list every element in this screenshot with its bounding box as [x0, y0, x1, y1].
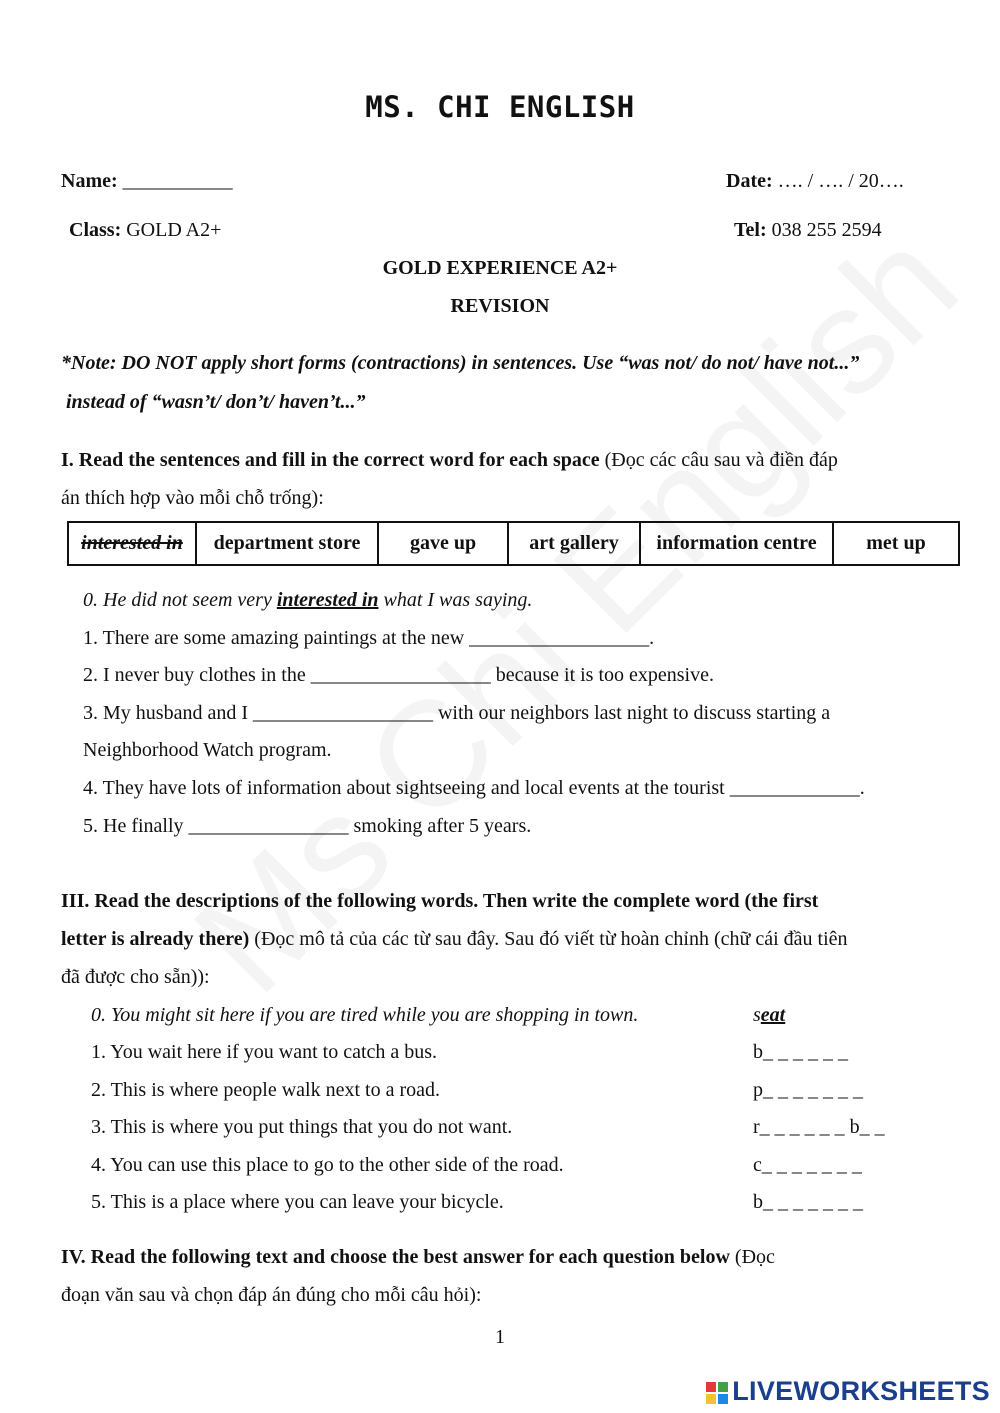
section4-heading-rest: (Đọc [729, 1246, 775, 1268]
section3-heading-line3: đã được cho sẵn)): [61, 966, 210, 988]
word-bank-cell [378, 522, 508, 565]
word-bank-word: met up [866, 532, 926, 554]
word-bank-word: art gallery [529, 532, 619, 554]
logo-square [718, 1382, 728, 1392]
class-field [69, 219, 221, 242]
word-bank-cell [640, 522, 833, 565]
word-bank-cell [68, 522, 196, 565]
word-bank-cell [196, 522, 378, 565]
section3-example: 0. You might sit here if you are tired while you are shopping in town. [91, 1004, 639, 1026]
section4-heading-line2: đoạn văn sau và chọn đáp án đúng cho mỗi câu hỏi): [61, 1284, 482, 1306]
section1-example [83, 589, 532, 612]
logo-square [706, 1394, 716, 1404]
question-3[interactable]: 3. My husband and I __________________ with our neighbors last night to discuss starting a [83, 702, 831, 724]
class-value: GOLD A2+ [126, 219, 222, 241]
subtitle-revision: REVISION [450, 295, 550, 317]
note-line-2: instead of “wasn’t/ don’t/ haven’t...” [66, 391, 366, 413]
word-answer-1[interactable]: b_ _ _ _ _ _ [753, 1041, 848, 1063]
name-label: Name: [61, 170, 118, 192]
date-label: Date: [726, 170, 773, 192]
section1-heading-rest: (Đọc các câu sau và điền đáp [599, 449, 838, 471]
question-1[interactable]: 1. There are some amazing paintings at the new __________________. [83, 627, 655, 649]
word-bank-cell [833, 522, 959, 565]
section3-heading-bold: III. Read the descriptions of the following words. Then write the complete word (the first [61, 890, 819, 912]
liveworksheets-icon [706, 1382, 728, 1404]
section3-example-answer [753, 1004, 785, 1027]
section1-heading-line2: án thích hợp vào mỗi chỗ trống): [61, 487, 324, 509]
word-bank-word: interested in [81, 532, 183, 554]
page-title: MS. CHI ENGLISH [365, 90, 635, 124]
section3-heading-line2 [61, 928, 848, 951]
example-first-letter: s [753, 1004, 761, 1026]
word-answer-5[interactable]: b_ _ _ _ _ _ _ [753, 1191, 863, 1213]
word-question-3: 3. This is where you put things that you do not want. [91, 1116, 513, 1138]
tel-label: Tel: [734, 219, 767, 241]
word-bank-table [67, 521, 960, 566]
tel-field [734, 219, 882, 242]
date-field [726, 170, 904, 193]
tel-value: 038 255 2594 [771, 219, 882, 241]
subtitle-course: GOLD EXPERIENCE A2+ [382, 257, 618, 279]
example-text: what I was saying. [378, 589, 533, 611]
section3-heading [61, 890, 818, 913]
word-bank-word: information centre [656, 532, 817, 554]
section1-heading [61, 449, 838, 472]
word-bank-cell [508, 522, 640, 565]
word-answer-2[interactable]: p_ _ _ _ _ _ _ [753, 1079, 863, 1101]
page-number: 1 [495, 1326, 505, 1348]
word-question-4: 4. You can use this place to go to the other side of the road. [91, 1154, 564, 1176]
section3-heading-bold2: letter is already there) [61, 928, 250, 950]
word-answer-3[interactable]: r_ _ _ _ _ _ b_ _ [753, 1116, 885, 1138]
note-line-1: *Note: DO NOT apply short forms (contractions) in sentences. Use “was not/ do not/ have not...” [61, 352, 860, 374]
section4-heading [61, 1246, 775, 1269]
section3-heading-rest: (Đọc mô tả của các từ sau đây. Sau đó viết từ hoàn chỉnh (chữ cái đầu tiên [249, 928, 848, 950]
section4-heading-bold: IV. Read the following text and choose the best answer for each question below [61, 1246, 730, 1268]
word-question-2: 2. This is where people walk next to a road. [91, 1079, 440, 1101]
example-text: 0. He did not seem very [83, 589, 277, 611]
liveworksheets-text: LIVEWORKSHEETS [732, 1376, 990, 1406]
logo-square [718, 1394, 728, 1404]
word-question-5: 5. This is a place where you can leave your bicycle. [91, 1191, 504, 1213]
word-answer-4[interactable]: c_ _ _ _ _ _ _ [753, 1154, 862, 1176]
word-question-1: 1. You wait here if you want to catch a bus. [91, 1041, 438, 1063]
logo-square [706, 1382, 716, 1392]
section1-heading-bold: I. Read the sentences and fill in the correct word for each space [61, 449, 600, 471]
example-rest: eat [760, 1004, 786, 1026]
liveworksheets-logo[interactable] [706, 1376, 990, 1407]
date-value: …. / …. / 20…. [777, 170, 904, 192]
class-label: Class: [69, 219, 122, 241]
word-bank-word: department store [213, 532, 361, 554]
question-5[interactable]: 5. He finally ________________ smoking after 5 years. [83, 815, 532, 837]
question-3-continued: Neighborhood Watch program. [83, 739, 332, 761]
question-4[interactable]: 4. They have lots of information about sightseeing and local events at the tourist _____________. [83, 777, 865, 799]
question-2[interactable]: 2. I never buy clothes in the __________________ because it is too expensive. [83, 664, 714, 686]
example-answer: interested in [276, 589, 379, 611]
name-blank[interactable]: ___________ [122, 170, 233, 192]
word-bank-word: gave up [409, 532, 477, 554]
name-field [61, 170, 233, 193]
